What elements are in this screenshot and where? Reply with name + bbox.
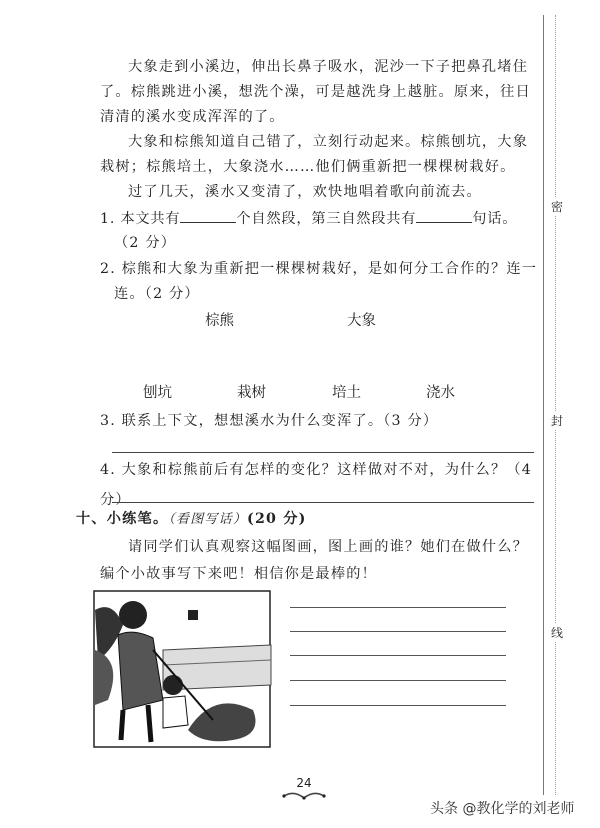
answer-blank-1[interactable] xyxy=(180,208,236,223)
question-4: 4. 大象和棕熊前后有怎样的变化？这样做对不对，为什么？（4 分） xyxy=(100,462,532,508)
writing-prompt: 请同学们认真观察这幅图画，图上画的谁？她们在做什么？编个小故事写下来吧！相信你是最棒的！ xyxy=(100,539,529,582)
answer-line-3[interactable] xyxy=(112,452,534,453)
answer-blank-2[interactable] xyxy=(416,208,472,223)
match-bottom-1[interactable]: 刨坑 xyxy=(143,385,172,401)
q1-text-c: 句话。 xyxy=(472,211,518,227)
section-score: (20 分) xyxy=(247,511,307,527)
passage-paragraph-2: 大象和棕熊知道自己错了，立刻行动起来。棕熊刨坑，大象栽树；棕熊培土，大象浇水……他们俩重新把一棵棵树栽好。 xyxy=(100,134,529,175)
page-number: 24 xyxy=(296,776,312,790)
q1-text-b: 个自然段，第三自然段共有 xyxy=(236,211,417,227)
answer-line-4[interactable] xyxy=(112,502,534,503)
q1-score: （2 分） xyxy=(114,235,177,251)
margin-mark-feng: 封 xyxy=(551,414,564,428)
passage-paragraph-1: 大象走到小溪边，伸出长鼻子吸水，泥沙一下子把鼻孔堵住了。棕熊跳进小溪，想洗个澡，可是越洗身上越脏。原来，往日清清的溪水变成浑浑的了。 xyxy=(100,59,531,125)
page-ornament-icon xyxy=(282,790,326,802)
match-bottom-2[interactable]: 栽树 xyxy=(237,385,266,401)
match-top-elephant[interactable]: 大象 xyxy=(347,313,376,329)
writing-line-1[interactable] xyxy=(290,607,506,608)
passage xyxy=(100,55,540,205)
match-bottom-4[interactable]: 浇水 xyxy=(426,385,455,401)
match-top-bear[interactable]: 棕熊 xyxy=(205,313,234,329)
question-3: 3. 联系上下文，想想溪水为什么变浑了。（3 分） xyxy=(100,413,439,429)
watermark: 头条 @教化学的刘老师 xyxy=(430,801,575,817)
binding-line xyxy=(543,15,544,795)
question-1 xyxy=(100,207,540,255)
picture-illustration xyxy=(93,590,273,750)
question-2: 2. 棕熊和大象为重新把一棵棵树栽好，是如何分工合作的？连一连。（2 分） xyxy=(100,261,538,302)
section-heading xyxy=(76,504,516,535)
writing-line-5[interactable] xyxy=(290,705,506,706)
margin-mark-mi: 密 xyxy=(551,200,564,214)
writing-line-2[interactable] xyxy=(290,631,506,632)
writing-line-4[interactable] xyxy=(290,680,506,681)
writing-line-3[interactable] xyxy=(290,655,506,656)
margin-mark-xian: 线 xyxy=(551,626,564,640)
binding-dotted-line xyxy=(555,15,556,795)
section-subtitle: （看图写话） xyxy=(168,512,248,527)
section-title: 十、小练笔。 xyxy=(76,511,169,527)
passage-paragraph-3: 过了几天，溪水又变清了，欢快地唱着歌向前流去。 xyxy=(128,184,482,200)
match-bottom-3[interactable]: 培土 xyxy=(332,385,361,401)
q1-text-a: 1. 本文共有 xyxy=(100,211,181,227)
